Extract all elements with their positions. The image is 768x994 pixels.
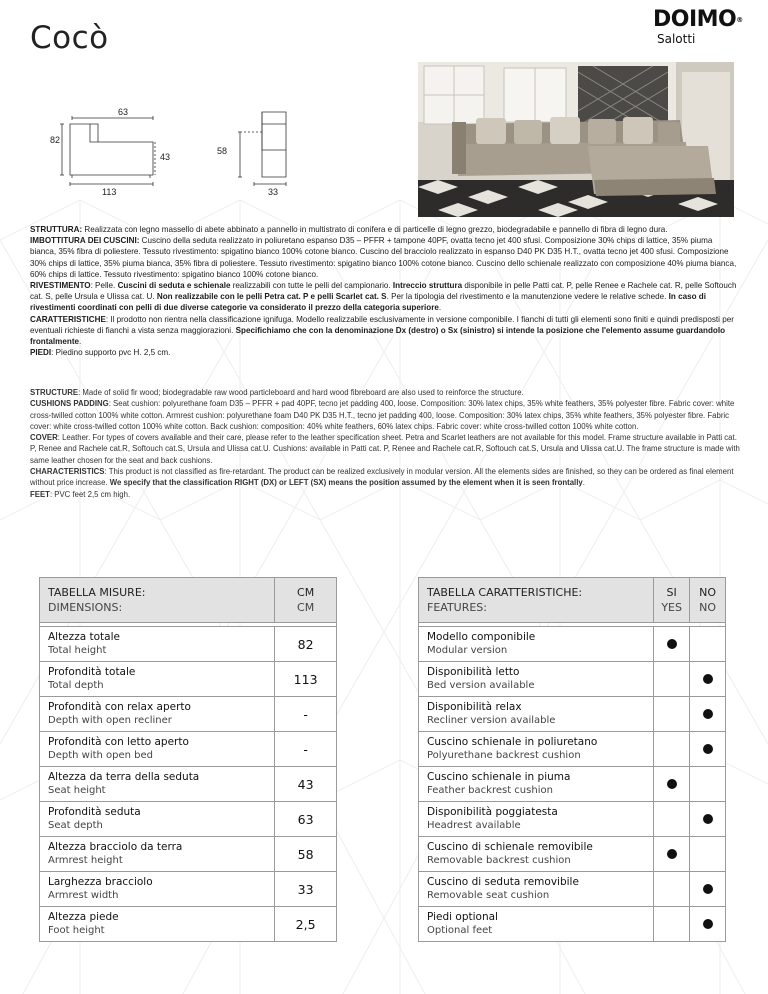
feature-yes-cell [654,662,690,697]
dimension-label-en: Foot height [48,925,105,936]
dim-label-33: 33 [268,187,279,197]
dimension-label-it: Profondità totale [48,666,136,678]
en-characteristics: CHARACTERISTICS: This product is not classified as fire-retardant. The product can be realized exclusively in modular version. All the elements sides are finished, so they can be ordered as final element without price increase. We specify that the classification RIGHT (DX) or LEFT (SX) means the position assumed by the element when it is seen frontally. [30,467,734,488]
dimension-value: 43 [275,767,337,802]
en-structure: STRUCTURE: Made of solid fir wood; biodegradable raw wood particleboard and hard wood fibreboard are also used to reinforce the structure. [30,388,524,397]
feature-no-cell [690,837,726,872]
feature-yes-cell [654,697,690,732]
feature-label-it: Disponibilità letto [427,666,520,678]
feature-label-it: Cuscino di schienale removibile [427,841,593,853]
dimension-label-it: Larghezza bracciolo [48,876,153,888]
dimension-label-it: Altezza piede [48,911,119,923]
feature-label-en: Removable seat cushion [427,890,550,901]
bullet-dot-icon [703,709,713,719]
en-cover: COVER: Leather. For types of covers available and their care, please refer to the leather specification sheet. Petra and Scarlet leathers are not available for this model. Frame structure available in Patti cat. P, Renee and Rachele cat.R, Softouch cat.S, Ursula and Ulissa cat.U. Cushions: available in Patti cat. P, Renee and Rachele cat.R, Softouch cat.S, Ursula and Ulissa cat.U. The frame structure is made with same leather chosen for the seat and back cushions. [30,433,740,465]
table-row [40,767,337,802]
feature-yes-cell [654,907,690,942]
dimension-value: 63 [275,802,337,837]
table-row [419,732,726,767]
table-row [419,697,726,732]
table-row [40,627,337,662]
dim-label-43: 43 [160,152,171,162]
feature-label-en: Feather backrest cushion [427,785,553,796]
it-structure: STRUTTURA: Realizzata con legno massello di abete abbinato a pannello in multistrato di conifera e di particelle di legno grezzo, biodegradabile e pannello di fibra di legno dura. [30,225,668,234]
brand-logo [653,8,743,50]
feature-yes-cell [654,837,690,872]
feature-label-en: Bed version available [427,680,535,691]
dimensions-header-en: DIMENSIONS: [48,601,123,614]
table-row [40,837,337,872]
dimension-label-en: Depth with open recliner [48,715,172,726]
feature-label-en: Headrest available [427,820,521,831]
product-photo [418,62,734,217]
logo-subtitle: Salotti [657,32,696,46]
feature-label-en: Recliner version available [427,715,556,726]
dimensions-table [39,577,337,942]
dimension-label-en: Depth with open bed [48,750,154,761]
no-en: NO [699,601,716,614]
dimension-label-it: Altezza totale [48,631,120,643]
table-row [40,872,337,907]
dimension-label-en: Armrest height [48,855,123,866]
it-cover: RIVESTIMENTO: Pelle. Cuscini di seduta e schienale realizzabili con tutte le pelli del campionario. Intreccio struttura disponibile in pelle Patti cat. P, pelle Renee e Rachele cat. R, pelle Softouch cat. S, pelle Ursula e Ulissa cat. U. Non realizzabile con le pelli Petra cat. P e pelli Scarlet cat. S. Per la tipologia del rivestimento e la manutenzione vedere le relative schede. In caso di rivestimenti coordinati con pelli di due diverse categorie va considerato il prezzo della categoria superiore. [30,281,737,313]
feature-label-en: Optional feet [427,925,493,936]
dimension-label-it: Altezza da terra della seduta [48,771,200,783]
dimension-label-en: Seat height [48,785,106,796]
feature-label-it: Disponibilità relax [427,701,522,713]
unit-it: CM [297,586,315,599]
feature-label-it: Modello componibile [427,631,536,643]
dimension-value: 82 [275,627,337,662]
bullet-dot-icon [667,639,677,649]
feature-no-cell [690,697,726,732]
dimension-drawing [50,102,300,202]
feature-label-it: Piedi optional [427,911,498,923]
yes-it: SI [666,586,677,599]
features-header-en: FEATURES: [427,601,488,614]
description-italian [30,224,740,358]
feature-yes-cell [654,767,690,802]
feature-label-it: Cuscino schienale in poliuretano [427,736,598,748]
yes-en: YES [661,601,682,614]
bullet-dot-icon [703,884,713,894]
table-row [40,802,337,837]
unit-en: CM [297,601,315,614]
feature-no-cell [690,732,726,767]
dimension-value: 2,5 [275,907,337,942]
dimension-label-en: Total depth [48,680,104,691]
feature-yes-cell [654,732,690,767]
bullet-dot-icon [703,814,713,824]
feature-label-it: Cuscino schienale in piuma [427,771,571,783]
table-row [419,627,726,662]
dimension-label-en: Total height [48,645,107,656]
logo-wordmark: DOIMO [653,7,737,32]
features-table [418,577,726,942]
feature-yes-cell [654,802,690,837]
feature-label-it: Disponibilità poggiatesta [427,806,558,818]
dimensions-header [40,578,337,623]
feature-label-it: Cuscino di seduta removibile [427,876,579,888]
feature-no-cell [690,627,726,662]
dimensions-header-it: TABELLA MISURE: [48,586,146,599]
dim-label-63: 63 [118,107,129,117]
description-english [30,387,740,500]
dimension-label-it: Profondità seduta [48,806,141,818]
bullet-dot-icon [703,744,713,754]
bullet-dot-icon [667,779,677,789]
features-header [419,578,726,623]
table-row [419,837,726,872]
feature-label-en: Modular version [427,645,508,656]
table-row [40,662,337,697]
en-feet: FEET: PVC feet 2,5 cm high. [30,489,131,499]
logo-registered-mark: ® [736,16,743,24]
dimension-value: - [275,732,337,767]
table-row [419,872,726,907]
table-row [419,907,726,942]
feature-yes-cell [654,872,690,907]
page-title: Cocò [30,20,109,56]
feature-no-cell [690,872,726,907]
dim-label-58: 58 [217,146,228,156]
dimension-value: 58 [275,837,337,872]
feature-label-en: Removable backrest cushion [427,855,571,866]
dimension-value: 33 [275,872,337,907]
bullet-dot-icon [703,674,713,684]
sofa-front-view [60,116,155,186]
en-padding: CUSHIONS PADDING: Seat cushion: polyurethane foam D35 – PFFR + pad 40PF, tecno jet padding 400, loose. Composition: 30% latex chips, 35% white feathers, 35% polyester fibre. Fabric cover: white cross-twilled cotton 100% white cotton. Armrest cushion: polyurethane foam D40 PK D35 H.T., tecno jet padding 400, loose. Composition: 30% latex chips, 35% white feathers, 35% polyester fibre. Fabric cover: white cross-twilled cotton 100% white cotton. Back cushion: composition: 40% white feathers, 60% latex chips. Fabric cover: white cross-twilled cotton 100% white cotton. [30,399,735,431]
no-it: NO [699,586,716,599]
feature-no-cell [690,907,726,942]
bullet-dot-icon [703,919,713,929]
it-padding: IMBOTTITURA DEI CUSCINI: Cuscino della seduta realizzato in poliuretano espanso D35 – PFFR + tampone 40PF, ovatta tecno jet 400 sfusi. Composizione 30% chips di lattice, 35% piuma bianca, 35% fibra di poliestere. Tessuto rivestimento: spigatino bianco 100% cotone bianco. Cuscino del bracciolo realizzato in espanso D40 PK D35 H.T., ovatta tecno jet 400 sfusi. Composizione 30% chips di lattice, 35% piuma bianca, 35% fibra di poliestere. Tessuto rivestimento: spigatino bianco 100% cotone bianco. Cuscino dello schienale realizzato con composizione 40% piuma bianca, 60% chips di lattice. Tessuto rivestimento: spigatino bianco 100% cotone bianco. [30,236,737,279]
features-header-it: TABELLA CARATTERISTICHE: [427,586,583,599]
dimension-label-en: Seat depth [48,820,103,831]
table-row [40,907,337,942]
dimension-value: - [275,697,337,732]
table-row [419,802,726,837]
bullet-dot-icon [667,849,677,859]
dim-label-113: 113 [102,187,117,197]
it-characteristics: CARATTERISTICHE: Il prodotto non rientra nella classificazione ignifuga. Modello realizzabile esclusivamente in versione componibile. I fianchi di tutti gli elementi sono finiti e quindi predisposti per eventuali richieste di fianchi a vista senza maggiorazioni. Specifichiamo che con la denominazione Dx (destro) o Sx (sinistro) si intende la posizione che l'elemento assume guardandolo frontalmente. [30,314,734,347]
dimension-label-it: Profondità con relax aperto [48,701,191,713]
table-row [40,732,337,767]
table-row [419,767,726,802]
feature-no-cell [690,662,726,697]
feature-label-en: Polyurethane backrest cushion [427,750,581,761]
sofa-side-view [238,112,286,186]
dimension-value: 113 [275,662,337,697]
dimension-label-en: Armrest width [48,890,119,901]
feature-yes-cell [654,627,690,662]
table-row [419,662,726,697]
it-feet: PIEDI: Piedino supporto pvc H. 2,5 cm. [30,348,171,358]
feature-no-cell [690,767,726,802]
dimension-label-it: Altezza bracciolo da terra [48,841,183,853]
table-row [40,697,337,732]
dimension-label-it: Profondità con letto aperto [48,736,189,748]
feature-no-cell [690,802,726,837]
dim-label-82: 82 [50,135,61,145]
